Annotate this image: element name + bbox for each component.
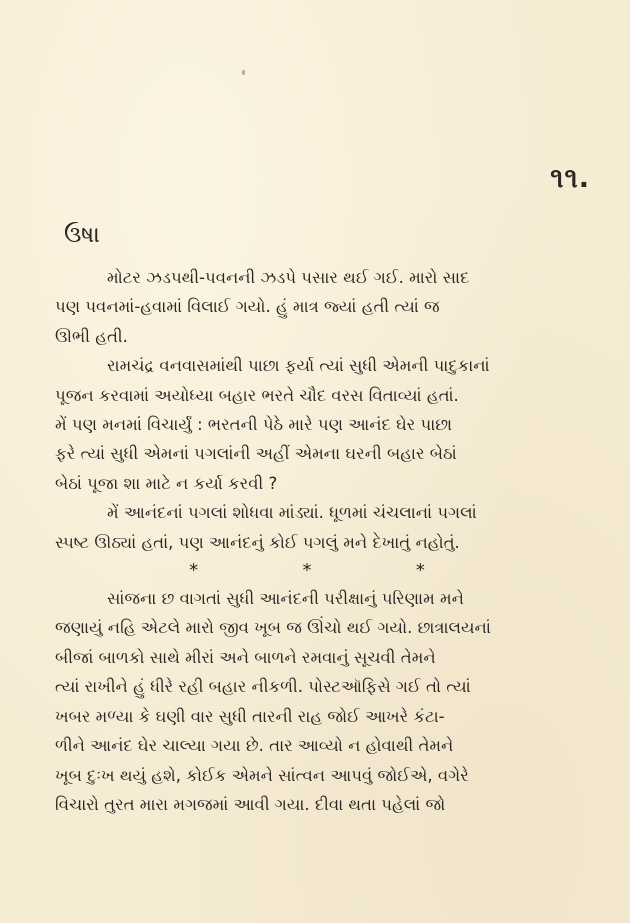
paragraph-2 (55, 351, 571, 498)
text-line: પણ પવનમાં-હવામાં વિલાઈ ગયો. હું માત્ર જ્યાં હતી ત્યાં જ (55, 297, 440, 317)
text-line: બેઠાં પૂજા શા માટે ન કર્યા કરવી ? (55, 473, 278, 493)
paragraph-4 (55, 584, 571, 819)
section-separator (137, 557, 477, 584)
separator-asterisk: * (189, 560, 199, 582)
text-line: ફરે ત્યાં સુધી એમનાં પગલાંની અહીં એમના ઘરની બહાર બેઠાં (55, 444, 457, 464)
paper-speck (242, 70, 245, 75)
text-line: ળીને આનંદ ઘેર ચાલ્યા ગયા છે. તાર આવ્યો ન હોવાથી તેમને (55, 736, 454, 756)
separator-asterisk: * (302, 560, 312, 582)
text-line: સાંજના છ વાગતાં સુધી આનંદની પરીક્ષાનું પરિણામ મને (107, 589, 464, 609)
text-line: રામચંદ્ર વનવાસમાંથી પાછા ફર્યા ત્યાં સુધી એમની પાદુકાનાં (107, 356, 490, 376)
text-line: ઊભી હતી. (55, 326, 128, 346)
text-line: જણાયું નહિ એટલે મારો જીવ ખૂબ જ ઊંચો થઈ ગયો. છાત્રાલયનાં (55, 618, 491, 638)
text-line: બીજાં બાળકો સાથે મીરાં અને બાળને રમવાનું સૂચવી તેમને (55, 647, 436, 667)
text-line: ત્યાં રાખીને હું ધીરે રહી બહાર નીકળી. પોસ્ટઑફિસે ગઈ તો ત્યાં (55, 677, 471, 697)
text-line: મેં પણ મનમાં વિચાર્યું : ભરતની પેઠે મારે પણ આનંદ ઘેર પાછા (55, 415, 453, 435)
separator-asterisk: * (415, 560, 425, 582)
text-line: ખબર મળ્યા કે ઘણી વાર સુધી તારની રાહ જોઈ આખરે કંટા- (55, 706, 445, 726)
chapter-title: ઉષા (64, 222, 100, 248)
page-number: ૧૧. (550, 163, 590, 194)
paragraph-3 (55, 498, 571, 557)
text-line: મેં આનંદનાં પગલાં શોધવા માંડ્યાં. ધૂળમાં ચંચલાનાં પગલાં (107, 503, 477, 523)
paragraph-1 (55, 263, 571, 351)
text-line: સ્પષ્ટ ઊઠ્યાં હતાં, પણ આનંદનું કોઈ પગલું મને દેખાતું નહોતું. (55, 532, 460, 552)
text-line: ખૂબ દુઃખ થયું હશે, કોઈક એમને સાંત્વન આપવું જોઈએ, વગેરે (55, 765, 469, 785)
text-line: મોટર ઝડપથી-પવનની ઝડપે પસાર થઈ ગઈ. મારો સાદ (107, 268, 470, 287)
body-text (55, 263, 571, 819)
text-line: પૂજન કરવામાં અયોધ્યા બહાર ભરતે ચૌદ વરસ વિતાવ્યાં હતાં. (55, 385, 459, 405)
text-line: વિચારો તુરત મારા મગજમાં આવી ગયા. દીવા થતા પહેલાં જો (55, 794, 446, 814)
